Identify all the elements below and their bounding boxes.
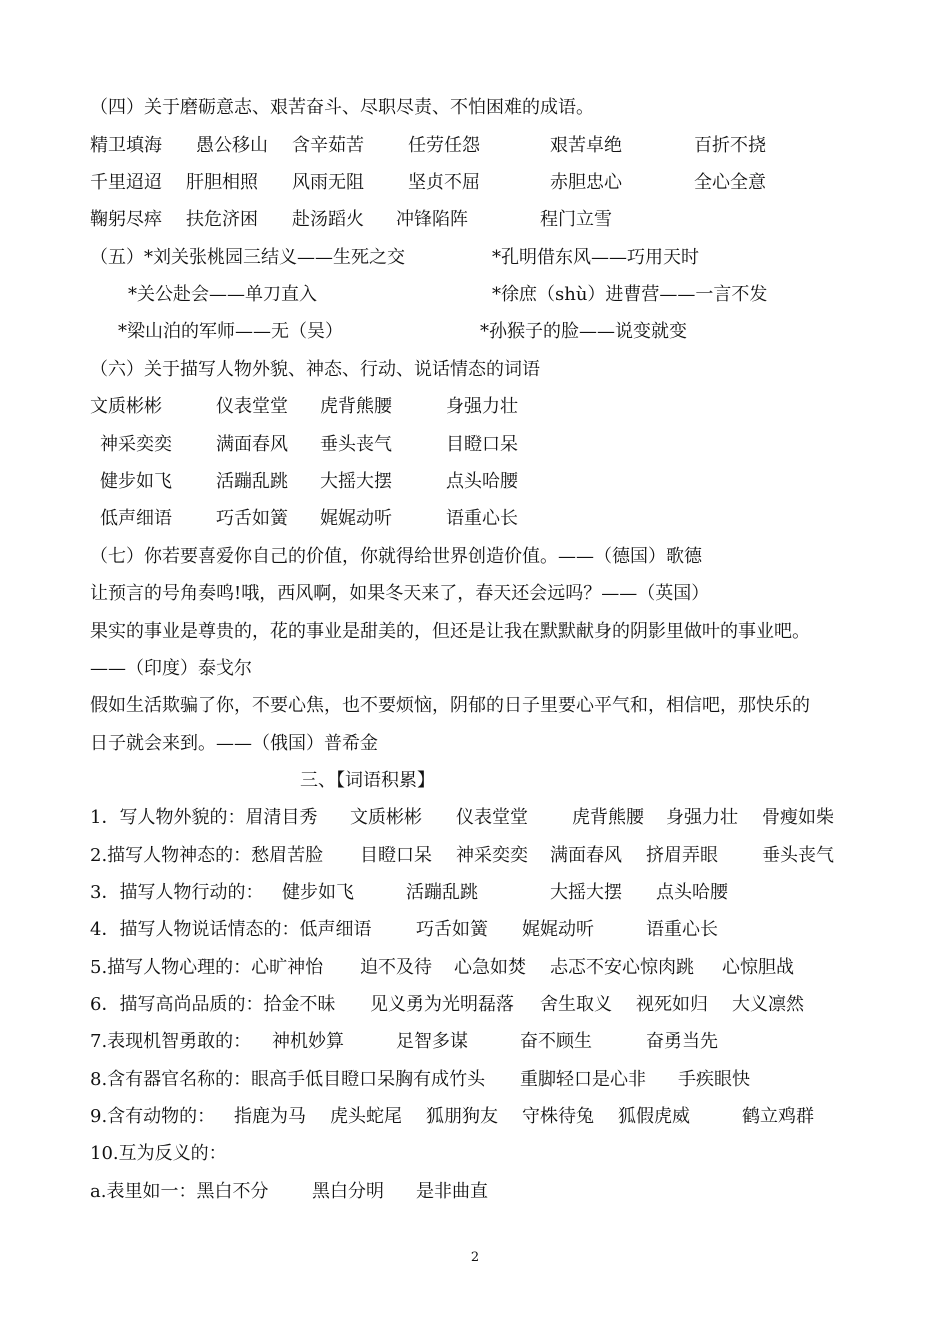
quote-line: 让预言的号角奏鸣!哦，西风啊，如果冬天来了，春天还会远吗？——（英国） [90,583,710,604]
section-4-heading: （四）关于磨砺意志、艰苦奋斗、尽职尽责、不怕困难的成语。 [90,97,594,118]
quote-line: 假如生活欺骗了你，不要心焦，也不要烦恼，阴郁的日子里要心平气和，相信吧，那快乐的 [90,695,810,716]
quote-line: 果实的事业是尊贵的，花的事业是甜美的，但还是让我在默默献身的阴影里做叶的事业吧。 [90,621,810,642]
quote-line: 日子就会来到。——（俄国）普希金 [90,733,378,754]
quote-line: ——（印度）泰戈尔 [90,658,252,679]
section-title: 三、【词语积累】 [300,770,435,791]
quote-line: （七）你若要喜爱你自己的价值，你就得给世界创造价值。——（德国）歌德 [90,546,702,567]
section-6-heading: （六）关于描写人物外貌、神态、行动、说话情态的词语 [90,359,540,380]
vocab-item: 10.互为反义的： [90,1143,227,1164]
page-number: 2 [470,1250,480,1265]
